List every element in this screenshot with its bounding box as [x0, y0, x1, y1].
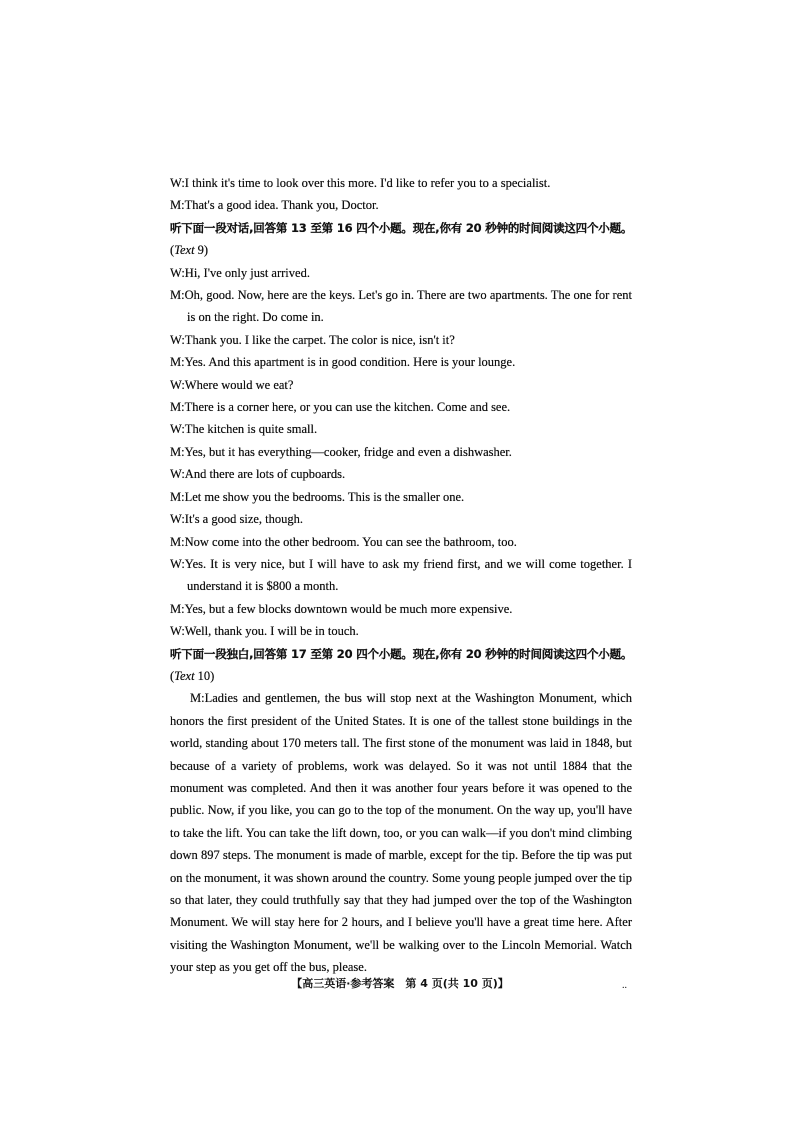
dialogue-line: M:That's a good idea. Thank you, Doctor.: [170, 198, 379, 213]
listening-instruction: 听下面一段对话,回答第 13 至第 16 四个小题。现在,你有 20 秒钟的时间阅读这四个小题。: [170, 220, 633, 235]
dialogue-line: W:And there are lots of cupboards.: [170, 467, 346, 482]
dialogue-line: W:Hi, I've only just arrived.: [170, 265, 310, 280]
dialogue-line: W:Thank you. I like the carpet. The color is nice, isn't it?: [170, 332, 455, 347]
text-10-open-paren: (: [170, 668, 175, 683]
page-footer: 【高三英语·参考答案 第 4 页(共 10 页)】: [291, 977, 509, 990]
dialogue-line: M:Yes, but a few blocks downtown would be much more expensive.: [170, 601, 513, 616]
text-9-number: 9): [194, 243, 209, 258]
dialogue-line: M:Yes. And this apartment is in good condition. Here is your lounge.: [170, 355, 516, 370]
answer-key-content: [170, 172, 632, 979]
monologue-paragraph: M:Ladies and gentlemen, the bus will stop next at the Washington Monument, which honors the first president of the United States. It is one of the tallest stone buildings in the world, standing about 170 meters tall. The first stone of the monument was laid in 1848, but because of a variety of problems, work was delayed. So it was not until 1884 that the monument was completed. And then it was another four years before it was opened to the public. Now, if you like, you can go to the top of the monument. On the way up, you'll have to take the lift. You can take the lift down, too, or you can walk—if you don't mind climbing down 897 steps. The monument is made of marble, except for the tip. Before the tip was put on the monument, it was shown around the country. Some young people jumped over the tip so that later, they could truthfully say that they had jumped over the top of the Washington Monument. We will stay here for 2 hours, and I believe you'll have a great time here. After visiting the Washington Monument, we'll be walking over to the Lincoln Memorial. Watch your step as you get off the bus, please.: [170, 691, 632, 975]
dialogue-line: W:Well, thank you. I will be in touch.: [170, 624, 359, 639]
text-9-open-paren: (: [170, 243, 175, 258]
dialogue-line: W:I think it's time to look over this more. I'd like to refer you to a specialist.: [170, 176, 551, 190]
dialogue-line: W:The kitchen is quite small.: [170, 422, 318, 437]
corner-mark: ..: [622, 980, 627, 991]
dialogue-line: M:Let me show you the bedrooms. This is the smaller one.: [170, 489, 465, 504]
dialogue-line: W:Yes. It is very nice, but I will have to ask my friend first, and we will come together. I understand it is $800 a month.: [170, 556, 632, 594]
dialogue-line: W:Where would we eat?: [170, 377, 294, 392]
text-9-label-word: Text: [174, 243, 195, 258]
dialogue-line: M:Now come into the other bedroom. You can see the bathroom, too.: [170, 534, 517, 549]
text-10-label: [170, 665, 632, 687]
dialogue-line: W:It's a good size, though.: [170, 512, 304, 527]
text-10-label-word: Text: [174, 668, 195, 683]
text-10-number: 10): [194, 668, 215, 683]
listening-instruction: 听下面一段独白,回答第 17 至第 20 四个小题。现在,你有 20 秒钟的时间阅读这四个小题。: [170, 646, 633, 661]
text-9-label: [170, 239, 632, 261]
dialogue-line: M:Oh, good. Now, here are the keys. Let's go in. There are two apartments. The one for rent is on the right. Do come in.: [170, 288, 632, 325]
dialogue-line: M:There is a corner here, or you can use the kitchen. Come and see.: [170, 400, 511, 415]
dialogue-line: M:Yes, but it has everything—cooker, fridge and even a dishwasher.: [170, 444, 512, 459]
